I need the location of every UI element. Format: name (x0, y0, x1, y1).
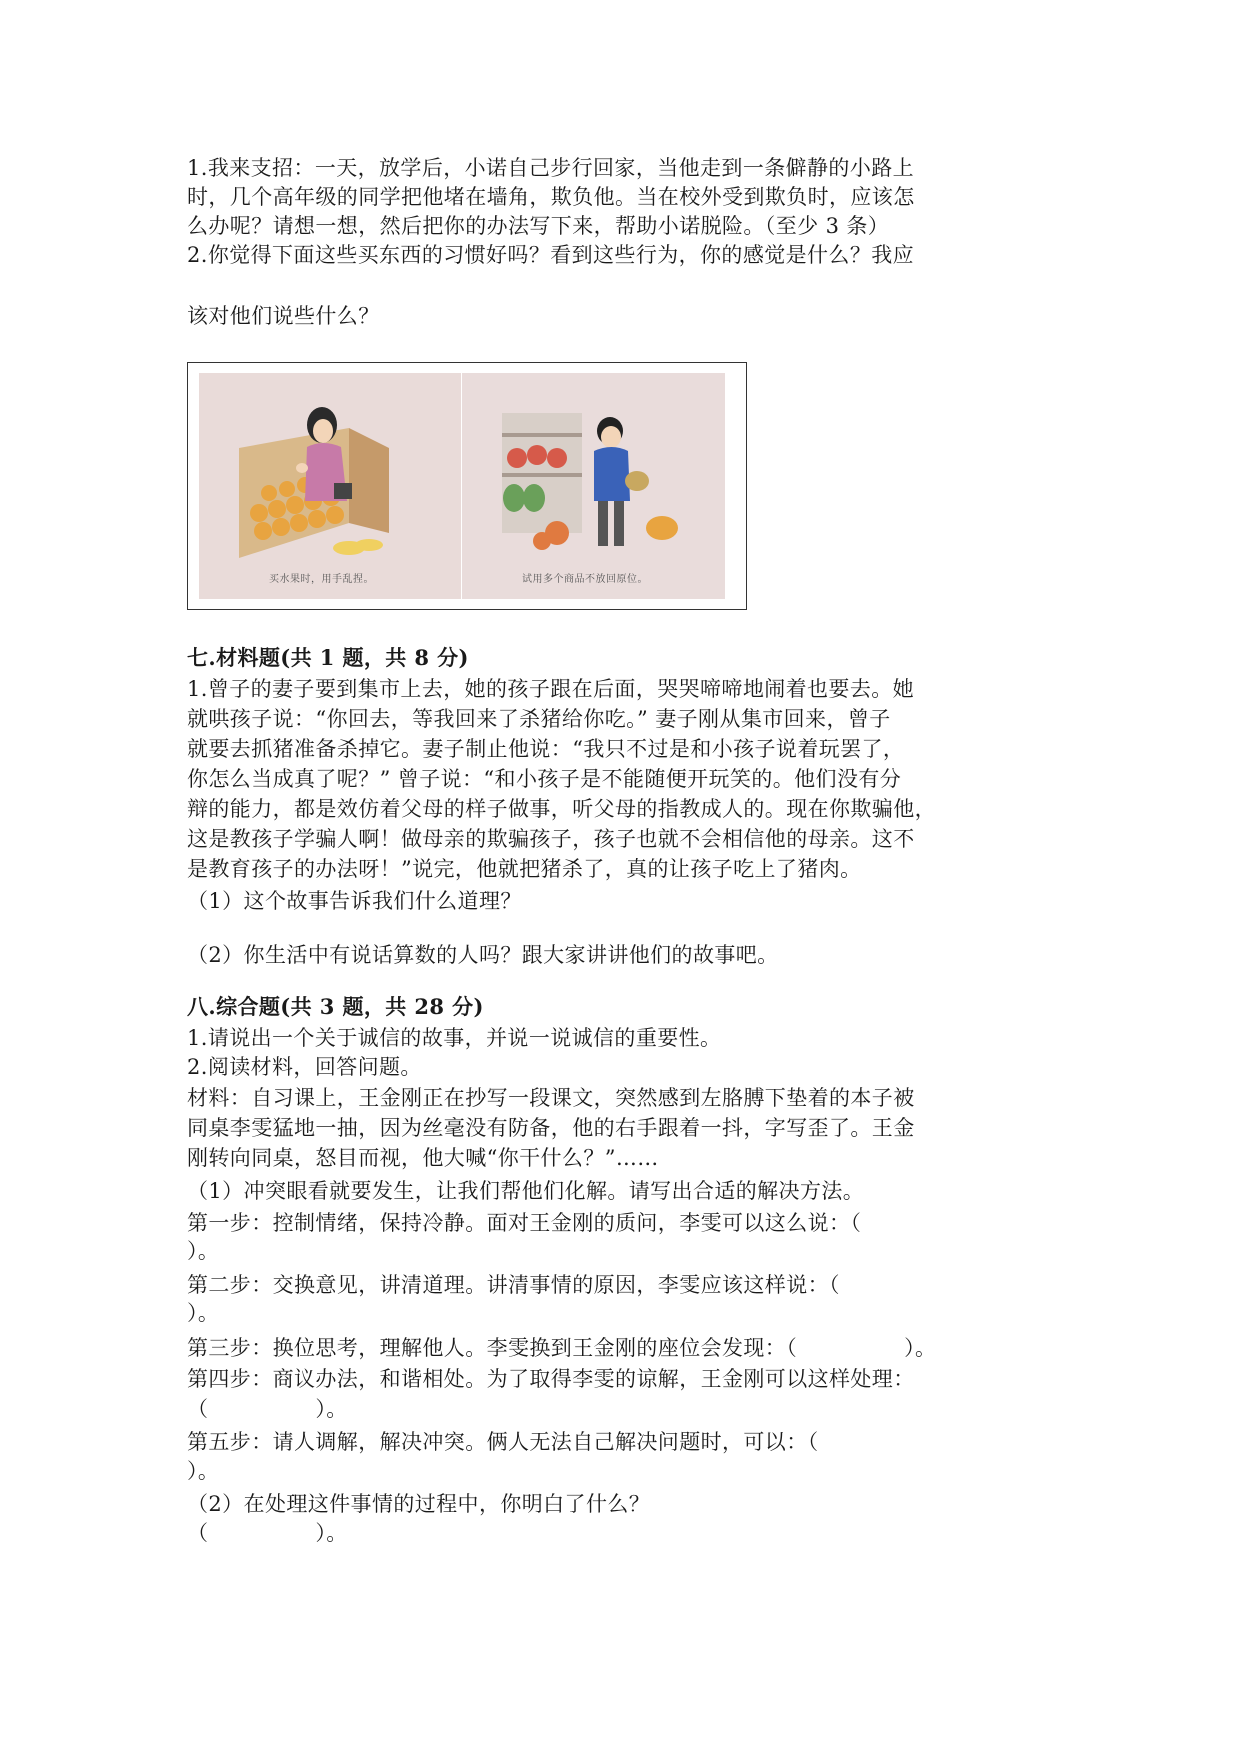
step-4-line-2: （ ）。 (187, 1397, 348, 1421)
q8-2-sub-2-blank: （ ）。 (187, 1521, 348, 1545)
q7-1-line-2: 就哄孩子说：“你回去，等我回来了杀猪给你吃。” 妻子刚从集市回来，曾子 (187, 707, 891, 731)
q8-2-sub-2: （2）在处理这件事情的过程中，你明白了什么？ (187, 1492, 651, 1516)
step-5-line-1: 第五步：请人调解，解决冲突。俩人无法自己解决问题时，可以：（ (187, 1430, 819, 1454)
q7-1-line-5: 辩的能力，都是效仿着父母的样子做事，听父母的指教成人的。现在你欺骗他， (187, 797, 936, 821)
q8-2-sub-1: （1）冲突眼看就要发生，让我们帮他们化解。请写出合适的解决方法。 (187, 1179, 865, 1203)
q7-1-line-7: 是教育孩子的办法呀！”说完，他就把猪杀了，真的让孩子吃上了猪肉。 (187, 857, 862, 881)
q8-2-material-line-2: 同桌李雯猛地一抽，因为丝毫没有防备，他的右手跟着一抖，字写歪了。王金 (187, 1116, 915, 1140)
step-1-line-2: ）。 (187, 1239, 220, 1263)
q6-2-line-1: 2.你觉得下面这些买东西的习惯好吗？看到这些行为，你的感觉是什么？我应 (187, 243, 915, 267)
step-3: 第三步：换位思考，理解他人。李雯换到王金刚的座位会发现：（ ）。 (187, 1336, 937, 1360)
q6-1-line-3: 么办呢？请想一想，然后把你的办法写下来，帮助小诺脱险。（至少 3 条） (187, 214, 890, 238)
q7-1-sub-2: （2）你生活中有说话算数的人吗？跟大家讲讲他们的故事吧。 (187, 943, 779, 967)
section-7-heading: 七.材料题(共 1 题，共 8 分) (187, 645, 469, 670)
step-5-line-2: ）。 (187, 1459, 220, 1483)
q8-2: 2.阅读材料，回答问题。 (187, 1055, 422, 1079)
q6-1-line-2: 时，几个高年级的同学把他堵在墙角，欺负他。当在校外受到欺负时，应该怎 (187, 185, 915, 209)
q6-1-line-1: 1.我来支招：一天，放学后，小诺自己步行回家，当他走到一条僻静的小路上 (187, 156, 915, 180)
step-1-line-1: 第一步：控制情绪，保持冷静。面对王金刚的质问，李雯可以这么说：（ (187, 1211, 862, 1235)
q7-1-line-1: 1.曾子的妻子要到集市上去，她的孩子跟在后面，哭哭啼啼地闹着也要去。她 (187, 677, 915, 701)
step-2-line-1: 第二步：交换意见，讲清道理。讲清事情的原因，李雯应该这样说：（ (187, 1273, 840, 1297)
caption-right: 试用多个商品不放回原位。 (522, 574, 648, 585)
q7-1-sub-1: （1）这个故事告诉我们什么道理？ (187, 889, 522, 913)
q7-1-line-6: 这是教孩子学骗人啊！做母亲的欺骗孩子，孩子也就不会相信他的母亲。这不 (187, 827, 915, 851)
step-4-line-1: 第四步：商议办法，和谐相处。为了取得李雯的谅解，王金刚可以这样处理： (187, 1367, 915, 1391)
caption-left: 买水果时，用手乱捏。 (269, 574, 374, 585)
q7-1-line-4: 你怎么当成真了呢？” 曾子说：“和小孩子是不能随便开玩笑的。他们没有分 (187, 767, 902, 791)
fruit-squeezing-illustration (199, 373, 461, 599)
q6-2-line-2: 该对他们说些什么？ (187, 304, 380, 328)
shopping-habits-figure (187, 362, 747, 610)
step-2-line-2: ）。 (187, 1301, 220, 1325)
section-8-heading: 八.综合题(共 3 题，共 28 分) (187, 994, 484, 1019)
product-trying-illustration (462, 373, 725, 599)
q7-1-line-3: 就要去抓猪准备杀掉它。妻子制止他说：“我只不过是和小孩子说着玩罢了， (187, 737, 905, 761)
q8-2-material-line-1: 材料：自习课上，王金刚正在抄写一段课文，突然感到左胳膊下垫着的本子被 (187, 1086, 915, 1110)
q8-1: 1.请说出一个关于诚信的故事，并说一说诚信的重要性。 (187, 1026, 722, 1050)
q8-2-material-line-3: 刚转向同桌，怒目而视，他大喊“你干什么？”…… (187, 1146, 659, 1170)
